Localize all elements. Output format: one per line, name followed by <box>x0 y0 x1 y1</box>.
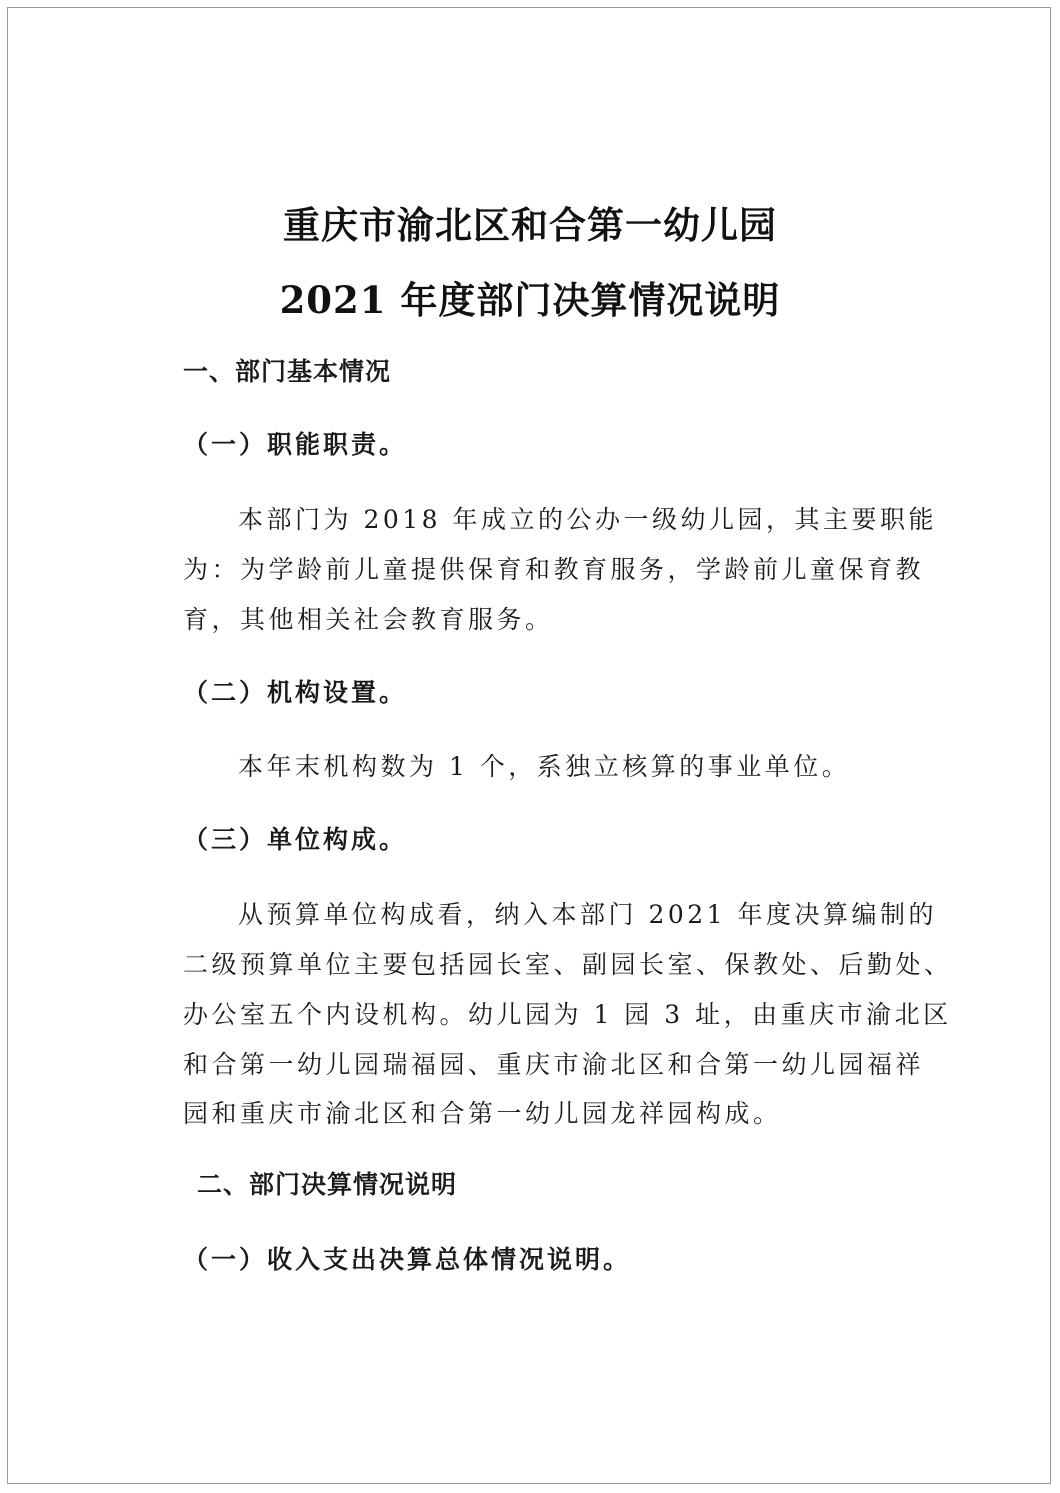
paragraph-line: 本年末机构数为 1 个，系独立核算的事业单位。 <box>238 752 851 781</box>
paragraph-line: 为：为学龄前儿童提供保育和教育服务，学龄前儿童保育教 <box>183 555 925 584</box>
paragraph-line: 从预算单位构成看，纳入本部门 2021 年度决算编制的 <box>238 900 938 929</box>
subsection-1-2-heading: （二）机构设置。 <box>183 678 408 707</box>
document-title-line-2: 2021 年度部门决算情况说明 <box>279 278 781 322</box>
subsection-1-3-heading: （三）单位构成。 <box>183 825 408 854</box>
paragraph-line: 本部门为 2018 年成立的公办一级幼儿园，其主要职能 <box>238 505 938 534</box>
section-2-heading: 二、部门决算情况说明 <box>197 1170 458 1199</box>
paragraph-line: 育，其他相关社会教育服务。 <box>183 605 554 634</box>
paragraph-line: 园和重庆市渝北区和合第一幼儿园龙祥园构成。 <box>183 1099 782 1128</box>
subsection-1-1-heading: （一）职能职责。 <box>183 430 408 459</box>
paragraph-line: 办公室五个内设机构。幼儿园为 1 园 3 址，由重庆市渝北区 <box>183 1000 952 1029</box>
paragraph-line: 二级预算单位主要包括园长室、副园长室、保教处、后勤处、 <box>183 950 953 979</box>
subsection-2-1-heading: （一）收入支出决算总体情况说明。 <box>183 1245 632 1274</box>
paragraph-line: 和合第一幼儿园瑞福园、重庆市渝北区和合第一幼儿园福祥 <box>183 1050 925 1079</box>
document-title-line-1: 重庆市渝北区和合第一幼儿园 <box>283 203 777 247</box>
section-1-heading: 一、部门基本情况 <box>183 357 392 386</box>
